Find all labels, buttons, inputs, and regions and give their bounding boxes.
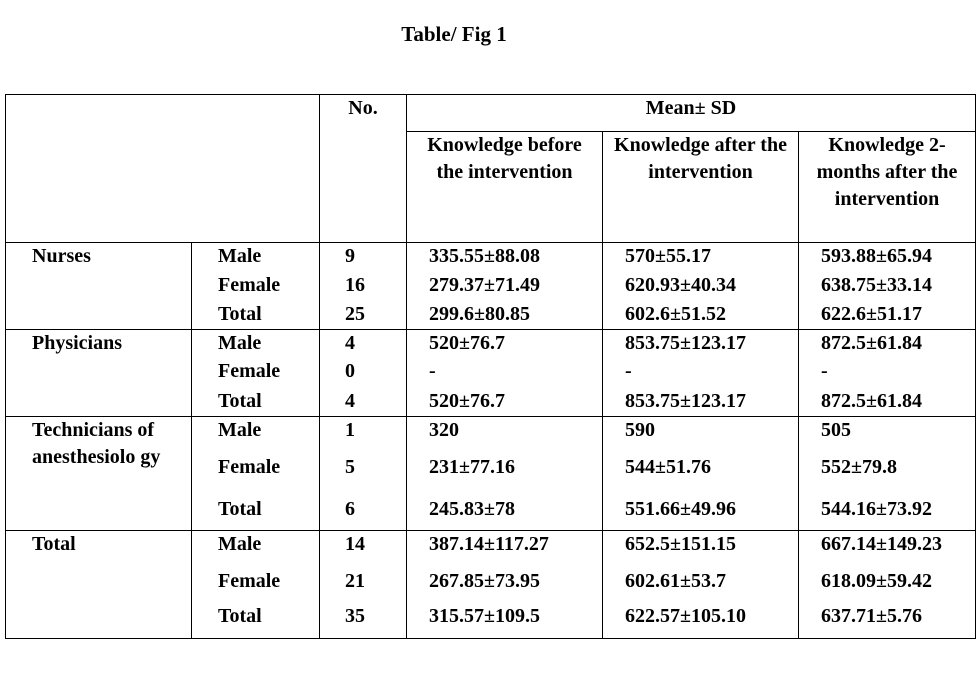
- before-value-cell: 320: [407, 417, 603, 455]
- after-value-cell: 853.75±123.17: [603, 330, 799, 359]
- sex-cell: Total: [192, 496, 320, 531]
- count-cell: 9: [320, 243, 407, 273]
- two-month-value-cell: 552±79.8: [799, 454, 976, 496]
- sex-cell: Total: [192, 388, 320, 417]
- count-cell: 14: [320, 531, 407, 569]
- after-value-cell: 622.57±105.10: [603, 603, 799, 639]
- two-month-value-cell: 667.14±149.23: [799, 531, 976, 569]
- after-value-cell: 551.66±49.96: [603, 496, 799, 531]
- before-value-cell: 335.55±88.08: [407, 243, 603, 273]
- after-value-cell: 602.6±51.52: [603, 301, 799, 330]
- group-label: Nurses: [6, 243, 192, 330]
- sex-cell: Female: [192, 358, 320, 388]
- table-row: [6, 330, 976, 359]
- before-value-cell: 520±76.7: [407, 330, 603, 359]
- knowledge-table: [5, 94, 976, 639]
- after-value-cell: -: [603, 358, 799, 388]
- sex-cell: Male: [192, 531, 320, 569]
- after-value-cell: 602.61±53.7: [603, 568, 799, 603]
- before-value-cell: 279.37±71.49: [407, 272, 603, 301]
- before-value-cell: 299.6±80.85: [407, 301, 603, 330]
- before-value-cell: 315.57±109.5: [407, 603, 603, 639]
- table-title: Table/ Fig 1: [401, 22, 507, 46]
- after-value-cell: 570±55.17: [603, 243, 799, 273]
- count-cell: 0: [320, 358, 407, 388]
- two-month-value-cell: -: [799, 358, 976, 388]
- two-month-value-cell: 618.09±59.42: [799, 568, 976, 603]
- sex-cell: Female: [192, 272, 320, 301]
- count-cell: 4: [320, 388, 407, 417]
- two-month-value-cell: 593.88±65.94: [799, 243, 976, 273]
- group-label: Technicians of anesthesiolo gy: [6, 417, 192, 531]
- count-cell: 4: [320, 330, 407, 359]
- table-row: [6, 417, 976, 455]
- header-no: No.: [320, 95, 407, 243]
- count-cell: 35: [320, 603, 407, 639]
- sex-cell: Male: [192, 417, 320, 455]
- sex-cell: Female: [192, 568, 320, 603]
- before-value-cell: 387.14±117.27: [407, 531, 603, 569]
- two-month-value-cell: 638.75±33.14: [799, 272, 976, 301]
- count-cell: 25: [320, 301, 407, 330]
- after-value-cell: 652.5±151.15: [603, 531, 799, 569]
- after-value-cell: 544±51.76: [603, 454, 799, 496]
- group-label: Total: [6, 531, 192, 639]
- two-month-value-cell: 872.5±61.84: [799, 388, 976, 417]
- header-col-after: Knowledge after the intervention: [603, 132, 799, 243]
- before-value-cell: -: [407, 358, 603, 388]
- count-cell: 5: [320, 454, 407, 496]
- table-row: [6, 531, 976, 569]
- after-value-cell: 853.75±123.17: [603, 388, 799, 417]
- two-month-value-cell: 622.6±51.17: [799, 301, 976, 330]
- count-cell: 21: [320, 568, 407, 603]
- header-mean-sd: Mean± SD: [407, 95, 976, 132]
- two-month-value-cell: 505: [799, 417, 976, 455]
- sex-cell: Total: [192, 301, 320, 330]
- two-month-value-cell: 637.71±5.76: [799, 603, 976, 639]
- after-value-cell: 590: [603, 417, 799, 455]
- two-month-value-cell: 544.16±73.92: [799, 496, 976, 531]
- before-value-cell: 245.83±78: [407, 496, 603, 531]
- sex-cell: Total: [192, 603, 320, 639]
- sex-cell: Female: [192, 454, 320, 496]
- header-corner-cell: [6, 95, 320, 243]
- header-row-1: [6, 95, 976, 132]
- count-cell: 1: [320, 417, 407, 455]
- before-value-cell: 267.85±73.95: [407, 568, 603, 603]
- two-month-value-cell: 872.5±61.84: [799, 330, 976, 359]
- sex-cell: Male: [192, 243, 320, 273]
- count-cell: 16: [320, 272, 407, 301]
- header-col-2months: Knowledge 2-months after the intervention: [799, 132, 976, 243]
- after-value-cell: 620.93±40.34: [603, 272, 799, 301]
- sex-cell: Male: [192, 330, 320, 359]
- count-cell: 6: [320, 496, 407, 531]
- group-label: Physicians: [6, 330, 192, 417]
- table-row: [6, 243, 976, 273]
- before-value-cell: 520±76.7: [407, 388, 603, 417]
- before-value-cell: 231±77.16: [407, 454, 603, 496]
- header-col-before: Knowledge before the intervention: [407, 132, 603, 243]
